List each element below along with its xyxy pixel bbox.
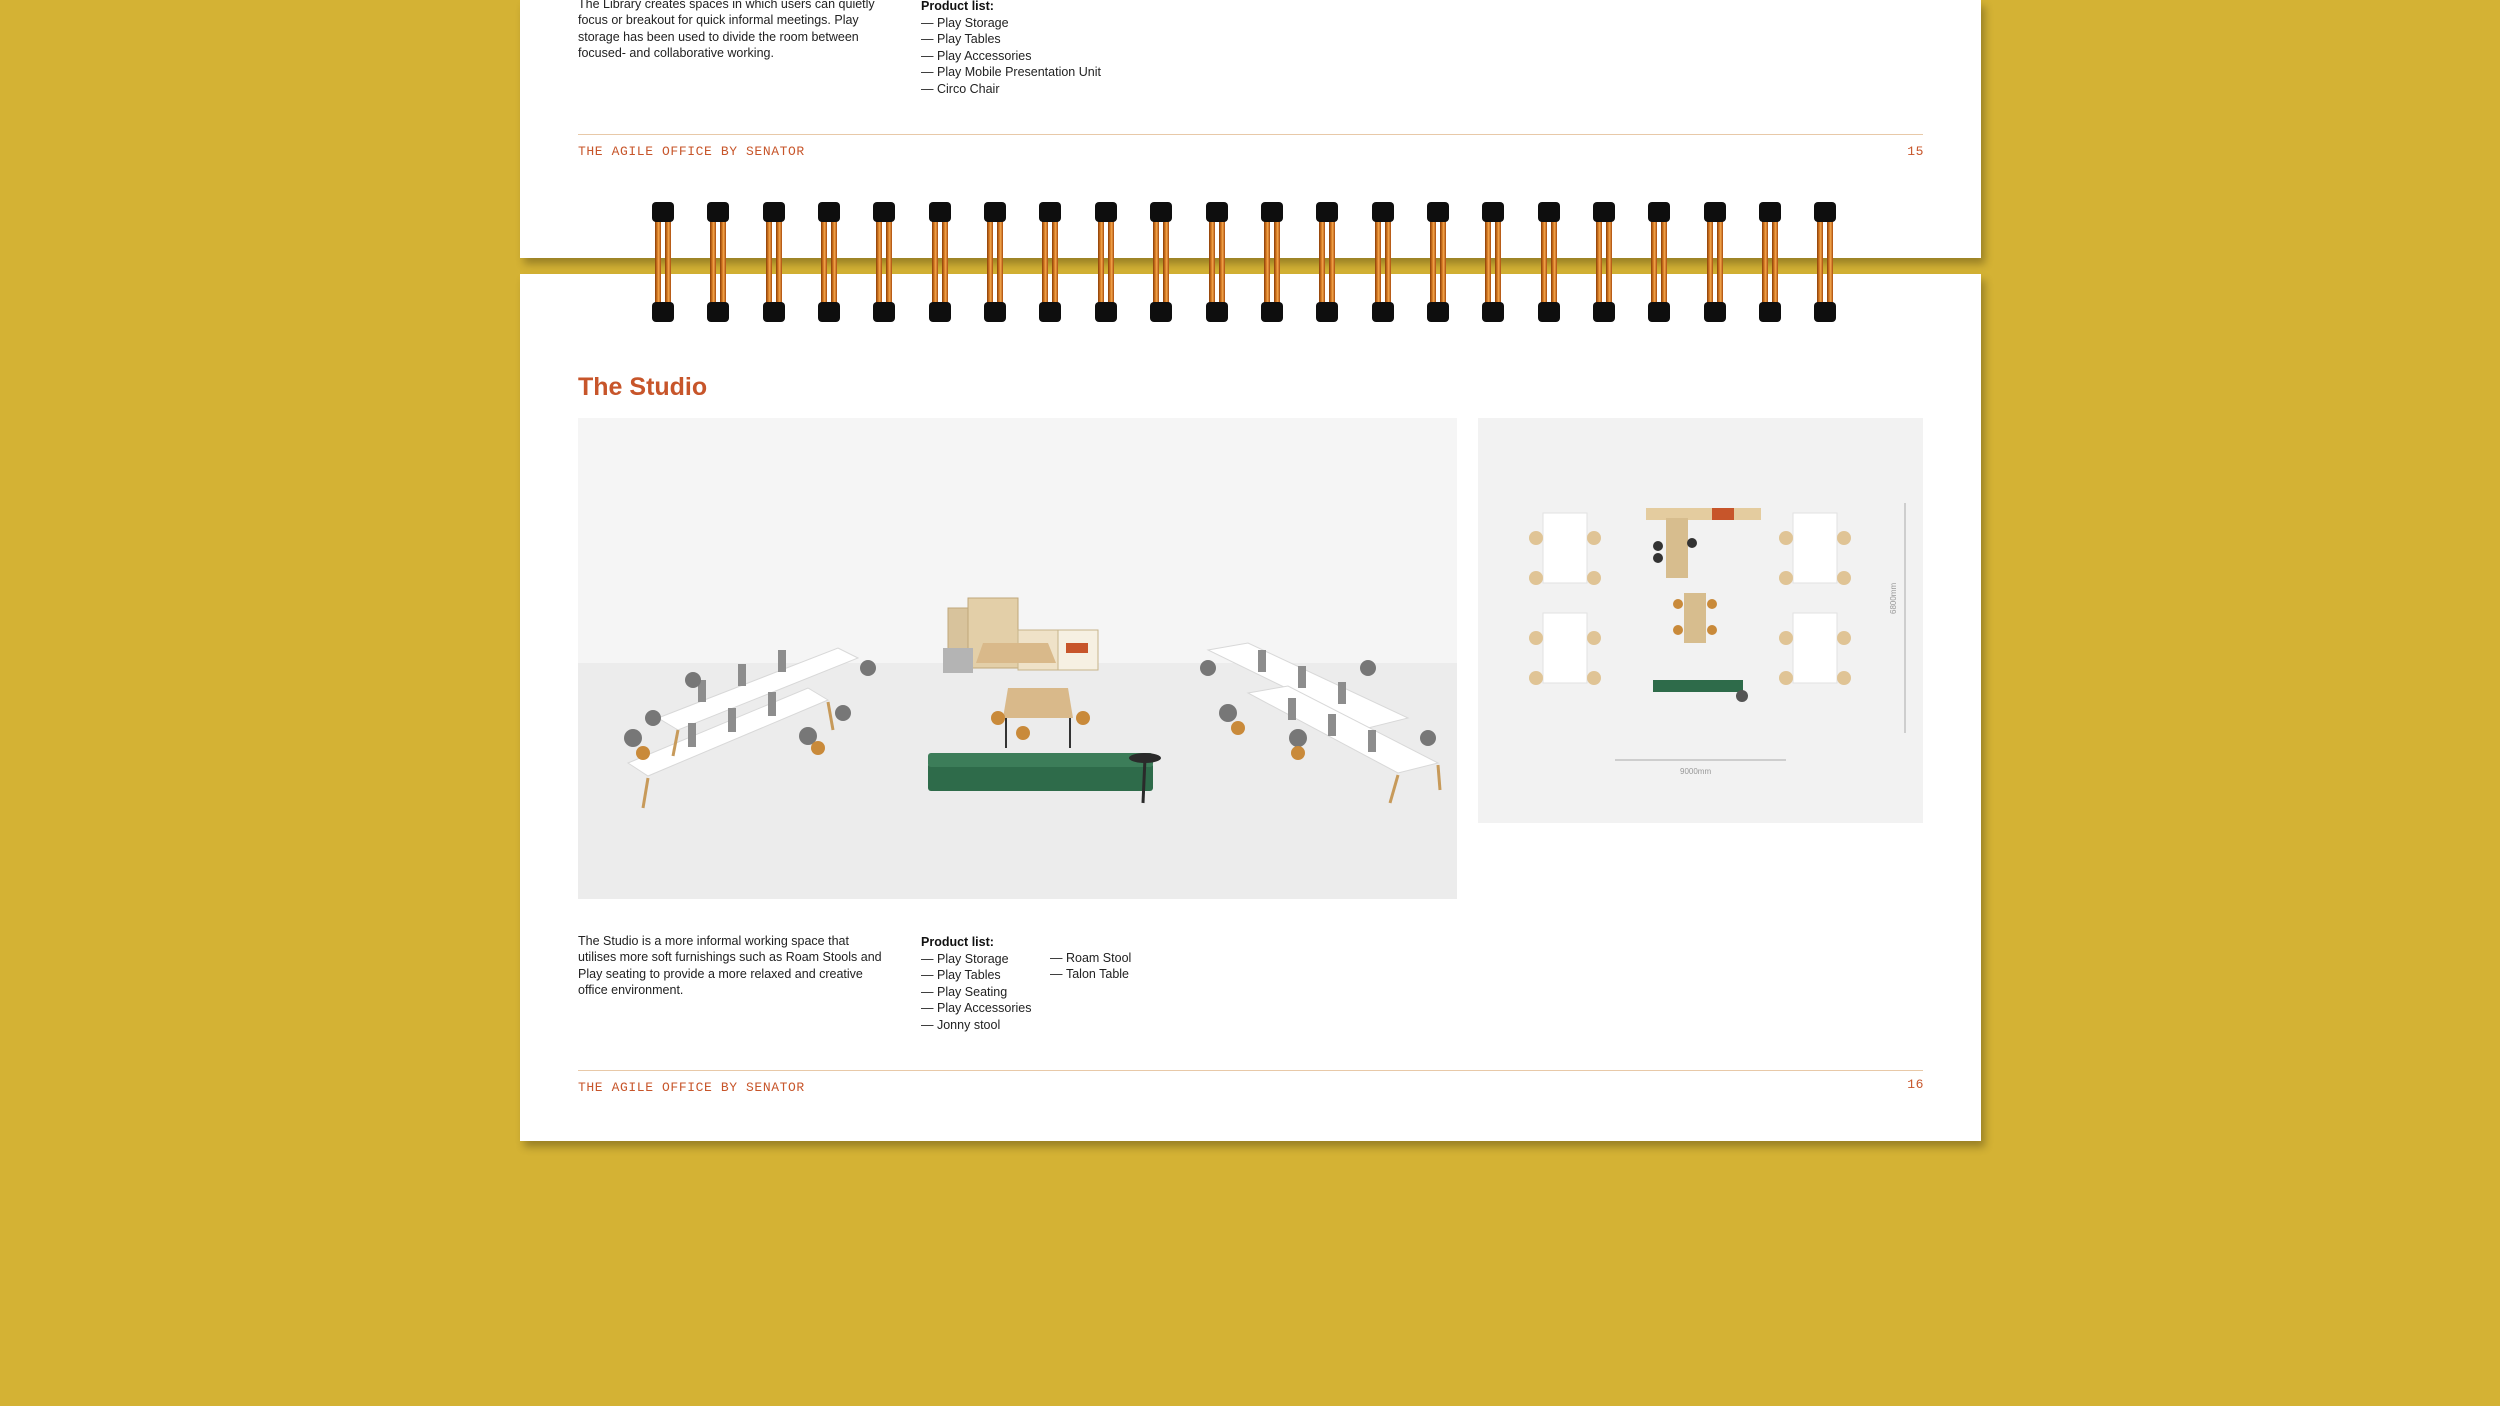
product-list-column-2 — [1050, 950, 1131, 983]
page-number: 16 — [1907, 1077, 1924, 1092]
product-list-item: — Play Accessories — [921, 1000, 1031, 1016]
product-list-title: Product list: — [921, 935, 994, 949]
product-list-item: — Play Accessories — [921, 48, 1101, 64]
product-list — [921, 15, 1101, 97]
footer-rule — [578, 134, 1923, 135]
product-list-item: — Play Storage — [921, 951, 1031, 967]
product-list-item: — Talon Table — [1050, 966, 1131, 982]
product-list-item: — Jonny stool — [921, 1017, 1031, 1033]
floor-plan-image — [1478, 418, 1923, 823]
page-title: The Studio — [578, 373, 708, 401]
studio-render-image — [578, 418, 1457, 899]
product-list-item: — Play Tables — [921, 31, 1101, 47]
product-list-title: Product list: — [921, 0, 994, 13]
product-list-item: — Play Storage — [921, 15, 1101, 31]
product-list-item: — Play Tables — [921, 967, 1031, 983]
footer-brand: THE AGILE OFFICE BY SENATOR — [578, 144, 805, 159]
product-list-item: — Play Seating — [921, 984, 1031, 1000]
product-list-item: — Circo Chair — [921, 81, 1101, 97]
footer-rule — [578, 1070, 1923, 1071]
library-description: The Library creates spaces in which users can quietly focus or breakout for quick informal meetings. Play storage has been used to divide the room between focused- and collaborative working. — [578, 0, 875, 61]
page-16 — [520, 274, 1981, 1141]
product-list-column-1 — [921, 951, 1031, 1033]
plan-depth-label: 6800mm — [1889, 582, 1898, 614]
product-list-item: — Play Mobile Presentation Unit — [921, 64, 1101, 80]
page-15 — [520, 0, 1981, 258]
page-number: 15 — [1907, 144, 1924, 159]
studio-description: The Studio is a more informal working space that utilises more soft furnishings such as Roam Stools and Play seating to provide a more relaxed and creative office environment. — [578, 934, 882, 998]
plan-width-label: 9000mm — [1680, 767, 1712, 776]
product-list-item: — Roam Stool — [1050, 950, 1131, 966]
footer-brand: THE AGILE OFFICE BY SENATOR — [578, 1080, 805, 1095]
